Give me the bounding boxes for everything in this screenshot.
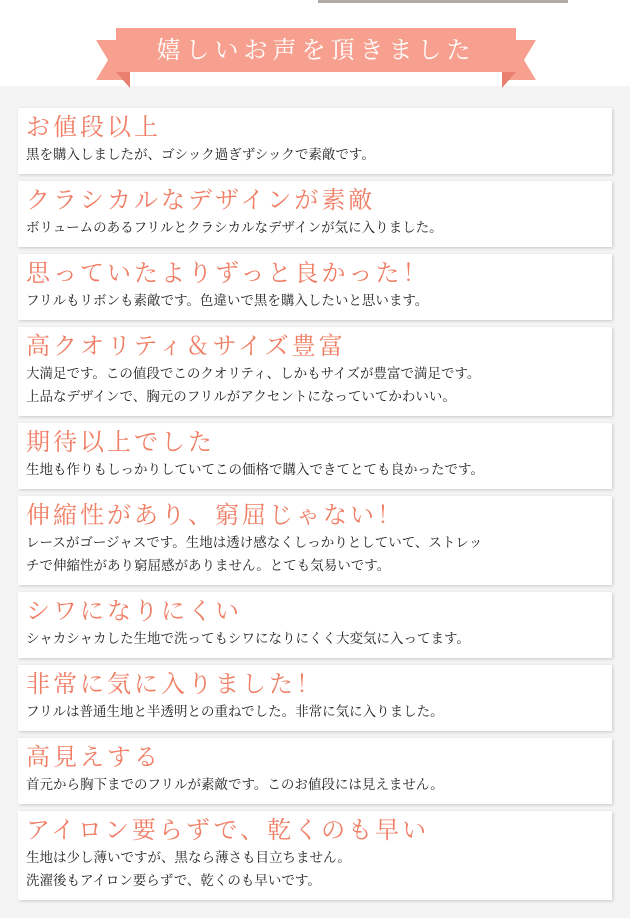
review-card [18,254,612,320]
review-text: ボリュームのあるフリルとクラシカルなデザインが気に入りました。 [26,220,443,236]
review-text: 生地も作りもしっかりしていてこの価格で購入できてとても良かったです。 [26,462,484,478]
header-ribbon [96,28,536,94]
review-list [18,108,612,907]
review-card [18,423,612,489]
review-text: フリルもリボンも素敵です。色違いで黒を購入したいと思います。 [26,293,429,309]
review-text: 首元から胸下までのフリルが素敵です。このお値段には見えません。 [26,777,444,793]
review-card [18,496,612,585]
review-title: アイロン要らずで、乾くのも早い [26,816,430,844]
review-title: 高見えする [26,743,161,771]
review-text: レースがゴージャスです。生地は透け感なくしっかりとしていて、ストレッ [26,535,483,551]
review-title: シワになりにくい [26,597,242,625]
review-title: 伸縮性があり、窮屈じゃない！ [26,501,404,529]
review-text: 上品なデザインで、胸元のフリルがアクセントになっていてかわいい。 [26,389,456,405]
review-card [18,811,612,900]
review-card [18,665,612,731]
review-text: フリルは普通生地と半透明との重ねでした。非常に気に入りました。 [26,704,444,720]
review-title: 非常に気に入りました！ [26,670,323,698]
page-title: 嬉しいお声を頂きました [156,36,476,64]
review-title: 高クオリティ＆サイズ豊富 [26,332,346,360]
review-title: クラシカルなデザインが素敵 [26,186,376,214]
product-photo-edge [318,0,568,3]
review-text: 洗濯後もアイロン要らずで、乾くのも早いです。 [26,873,321,889]
review-text: 生地は少し薄いですが、黒なら薄さも目立ちません。 [26,850,351,866]
review-card [18,738,612,804]
review-title: 期待以上でした [26,428,215,456]
review-text: チで伸縮性があり窮屈感がありません。とても気易いです。 [26,558,391,574]
review-card [18,592,612,658]
review-card [18,327,612,416]
review-title: お値段以上 [26,113,161,141]
review-text: 大満足です。この値段でこのクオリティ、しかもサイズが豊富で満足です。 [26,366,481,382]
review-title: 思っていたよりずっと良かった！ [26,259,430,287]
review-text: シャカシャカした生地で洗ってもシワになりにくく大変気に入ってます。 [26,631,470,647]
review-text: 黒を購入しましたが、ゴシック過ぎずシックで素敵です。 [26,147,375,163]
review-card [18,181,612,247]
review-card [18,108,612,174]
